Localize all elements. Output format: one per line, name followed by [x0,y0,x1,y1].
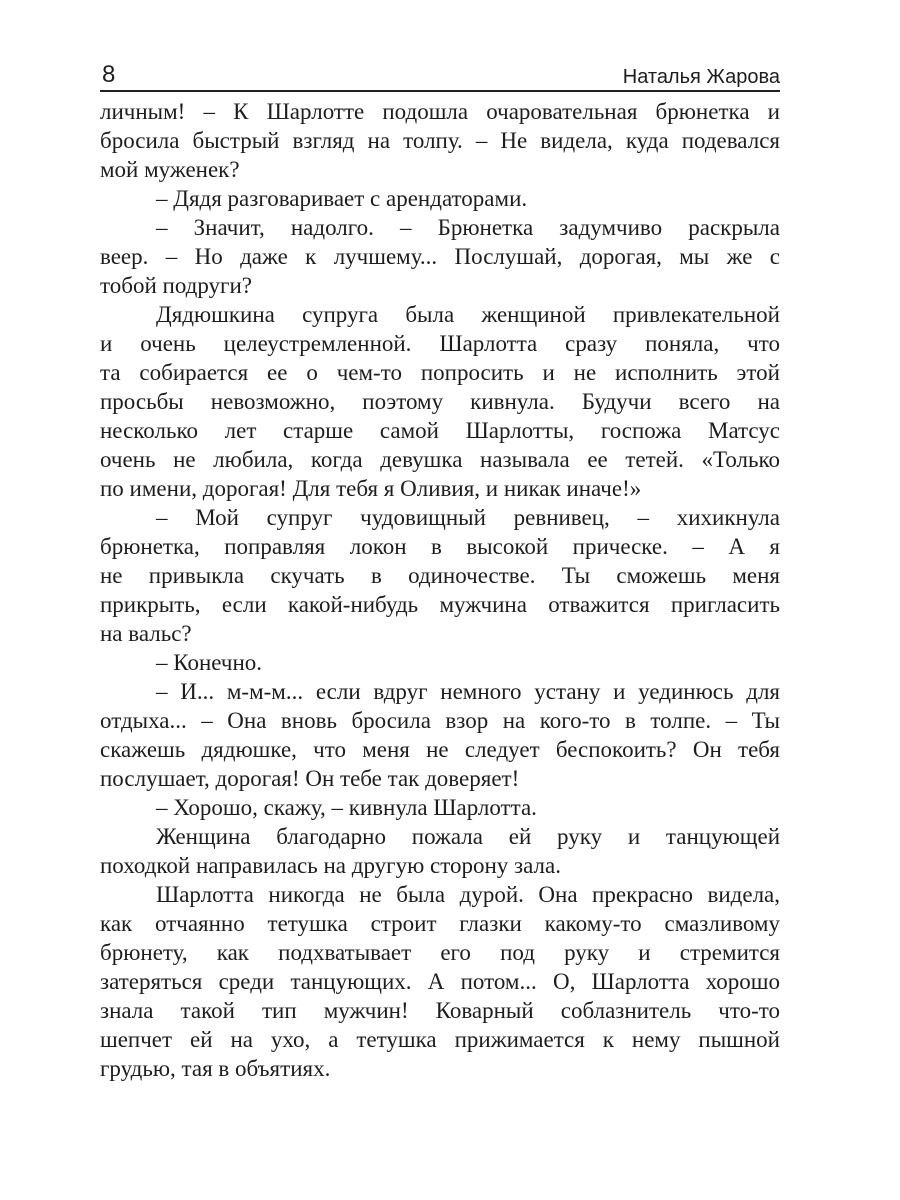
page-number: 8 [102,61,116,88]
paragraph-8 [100,793,780,822]
text-line: грудью, тая в объятиях. [100,1056,331,1081]
paragraph-1 [100,97,780,184]
text-line: несколько лет старше самой Шарлотты, госпожа Матсус [100,418,780,443]
running-title: Наталья Жарова [622,66,780,88]
text-line: шепчет ей на ухо, а тетушка прижимается к нему пышной [100,1027,780,1052]
text-line: – Конечно. [156,650,263,675]
text-line: брюнету, как подхватывает его под руку и стремится [100,940,780,965]
text-line: не привыкла скучать в одиночестве. Ты сможешь меня [100,563,780,588]
text-line: Женщина благодарно пожала ей руку и танцующей [156,824,780,849]
text-line: тобой подруги? [100,273,253,298]
text-line: – Значит, надолго. – Брюнетка задумчиво раскрыла [156,215,780,240]
text-line: как отчаянно тетушка строит глазки какому-то смазливому [100,911,780,936]
text-line: скажешь дядюшке, что меня не следует беспокоить? Он тебя [100,737,780,762]
text-line: – Хорошо, скажу, – кивнула Шарлотта. [156,795,537,820]
text-line: та собирается ее о чем-то попросить и не исполнить этой [100,360,780,385]
text-line: – И... м-м-м... если вдруг немного устану и уединюсь для [156,679,780,704]
text-line: личным! – К Шарлотте подошла очаровательная брюнетка и [100,99,780,124]
text-line: послушает, дорогая! Он тебе так доверяет! [100,766,520,791]
body-text [100,97,780,1083]
paragraph-9 [100,822,780,880]
text-line: знала такой тип мужчин! Коварный соблазнитель что-то [100,998,780,1023]
text-line: отдыха... – Она вновь бросила взор на кого-то в толпе. – Ты [100,708,780,733]
text-line: затеряться среди танцующих. А потом... О, Шарлотта хорошо [100,969,780,994]
paragraph-10 [100,880,780,1083]
text-line: походкой направилась на другую сторону зала. [100,853,561,878]
text-line: – Мой супруг чудовищный ревнивец, – хихикнула [156,505,780,530]
text-line: просьбы невозможно, поэтому кивнула. Будучи всего на [100,389,780,414]
paragraph-6 [100,648,780,677]
paragraph-7 [100,677,780,793]
text-line: по имени, дорогая! Для тебя я Оливия, и никак иначе!» [100,476,642,501]
paragraph-2 [100,184,780,213]
text-line: мой муженек? [100,157,240,182]
text-line: брюнетка, поправляя локон в высокой прическе. – А я [100,534,780,559]
text-line: Дядюшкина супруга была женщиной привлекательной [156,302,780,327]
paragraph-4 [100,300,780,503]
text-line: бросила быстрый взгляд на толпу. – Не видела, куда подевался [100,128,780,153]
text-line: очень не любила, когда девушка называла ее тетей. «Только [100,447,780,472]
text-line: – Дядя разговаривает с арендаторами. [156,186,528,211]
text-line: на вальс? [100,621,192,646]
text-line: Шарлотта никогда не была дурой. Она прекрасно видела, [156,882,780,907]
text-line: веер. – Но даже к лучшему... Послушай, дорогая, мы же с [100,244,780,269]
text-line: и очень целеустремленной. Шарлотта сразу поняла, что [100,331,780,356]
paragraph-3 [100,213,780,300]
page-header [100,58,780,92]
paragraph-5 [100,503,780,648]
text-line: прикрыть, если какой-нибудь мужчина отважится пригласить [100,592,780,617]
